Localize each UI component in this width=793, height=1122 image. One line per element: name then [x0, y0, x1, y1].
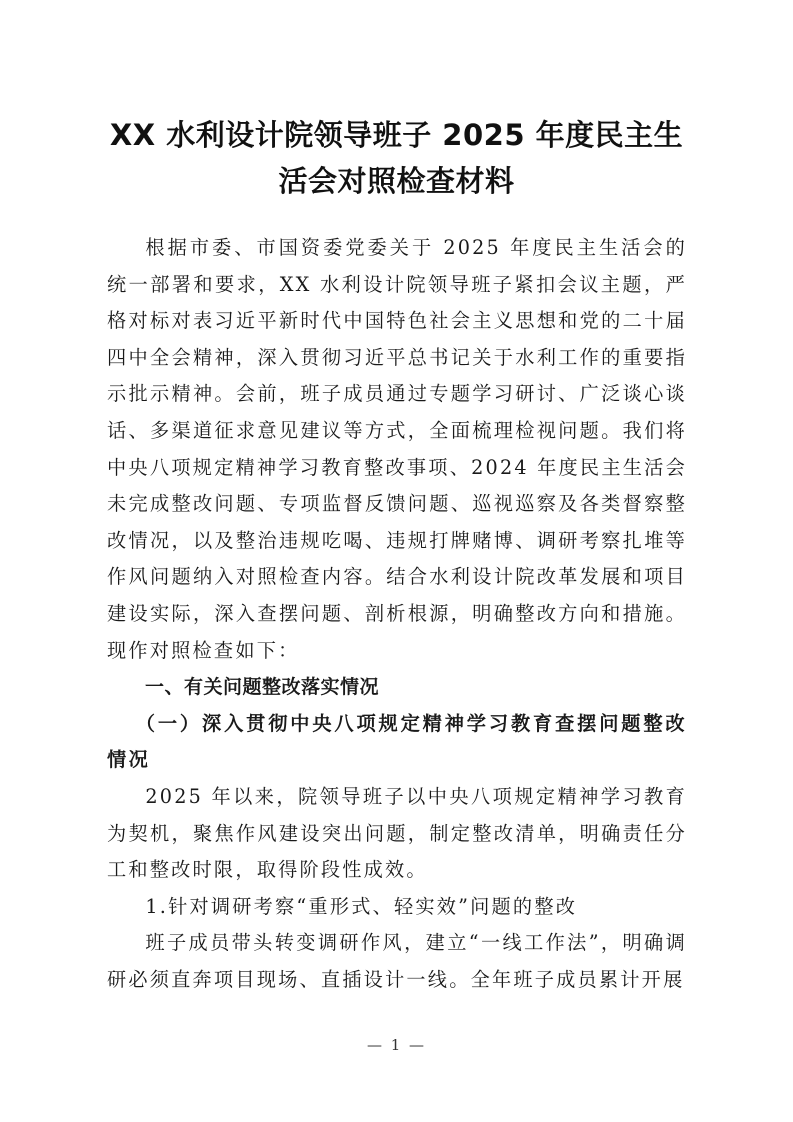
subsection-paragraph-1: 2025 年以来，院领导班子以中央八项规定精神学习教育为契机，聚焦作风建设突出问题，制定整改清单，明确责任分工和整改时限，取得阶段性成效。: [107, 784, 687, 882]
subsection-heading-1: （一）深入贯彻中央八项规定精神学习教育查摆问题整改情况: [107, 711, 687, 772]
item-paragraph-1: 班子成员带头转变调研作风，建立“一线工作法”，明确调研必须直奔项目现场、直插设计一线。全年班子成员累计开展: [107, 931, 687, 991]
title-line-2: 活会对照检查材料: [278, 164, 515, 198]
intro-paragraph: 根据市委、市国资委党委关于 2025 年度民主生活会的统一部署和要求，XX 水利设计院领导班子紧扣会议主题，严格对标对表习近平新时代中国特色社会主义思想和党的二十届四中全会精神，深入贯彻习近平总书记关于水利工作的重要指示批示精神。会前，班子成员通过专题学习研讨、广泛谈心谈话、多渠道征求意见建议等方式，全面梳理检视问题。我们将中央八项规定精神学习教育整改事项、2024 年度民主生活会未完成整改问题、专项监督反馈问题、巡视巡察及各类督察整改情况，以及整治违规吃喝、违规打牌赌博、调研考察扎堆等作风问题纳入对照检查内容。结合水利设计院改革发展和项目建设实际，深入查摆问题、剖析根源，明确整改方向和措施。现作对照检查如下：: [107, 236, 687, 662]
page-number: — 1 —: [366, 1036, 427, 1054]
title-line-1: XX 水利设计院领导班子 2025 年度民主生: [109, 118, 684, 152]
document-body: [107, 230, 687, 998]
section-heading-1: 一、有关问题整改落实情况: [145, 676, 380, 699]
document-title: [100, 112, 693, 204]
item-heading-1: 1.针对调研考察“重形式、轻实效”问题的整改: [145, 894, 578, 918]
